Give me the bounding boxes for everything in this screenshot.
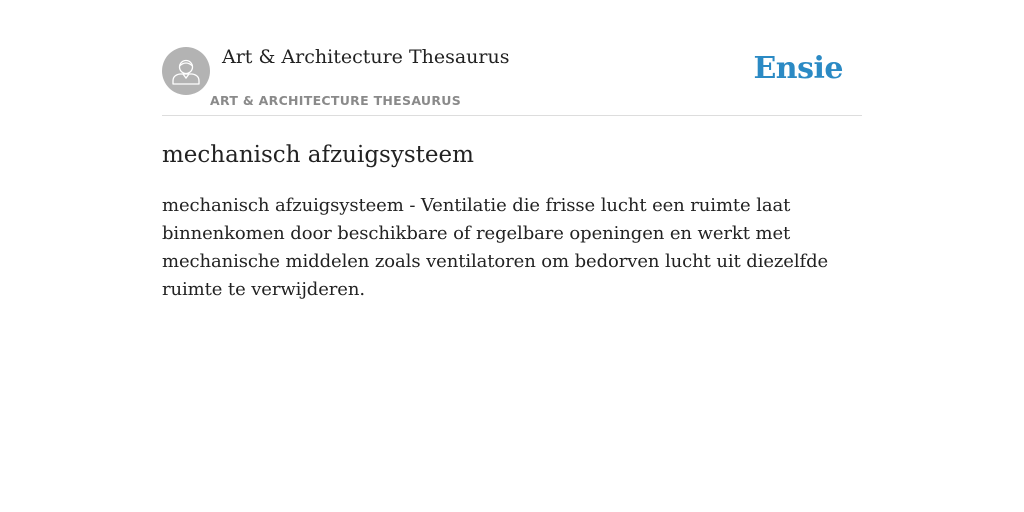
brand-logo[interactable]: Ensie <box>753 51 843 86</box>
user-icon <box>162 47 210 95</box>
author-subtitle: ART & ARCHITECTURE THESAURUS <box>210 93 462 108</box>
author-name[interactable]: Art & Architecture Thesaurus <box>222 46 510 68</box>
entry-definition: mechanisch afzuigsysteem - Ventilatie die frisse lucht een ruimte laat binnenkomen door beschikbare of regelbare openingen en werkt met mechanische middelen zoals ventilatoren om bedorven lucht uit diezelfde ruimte te verwijderen. <box>162 195 829 300</box>
content-container <box>162 0 862 304</box>
header <box>162 0 862 116</box>
entry-title: mechanisch afzuigsysteem <box>162 142 474 168</box>
avatar[interactable] <box>162 47 210 95</box>
